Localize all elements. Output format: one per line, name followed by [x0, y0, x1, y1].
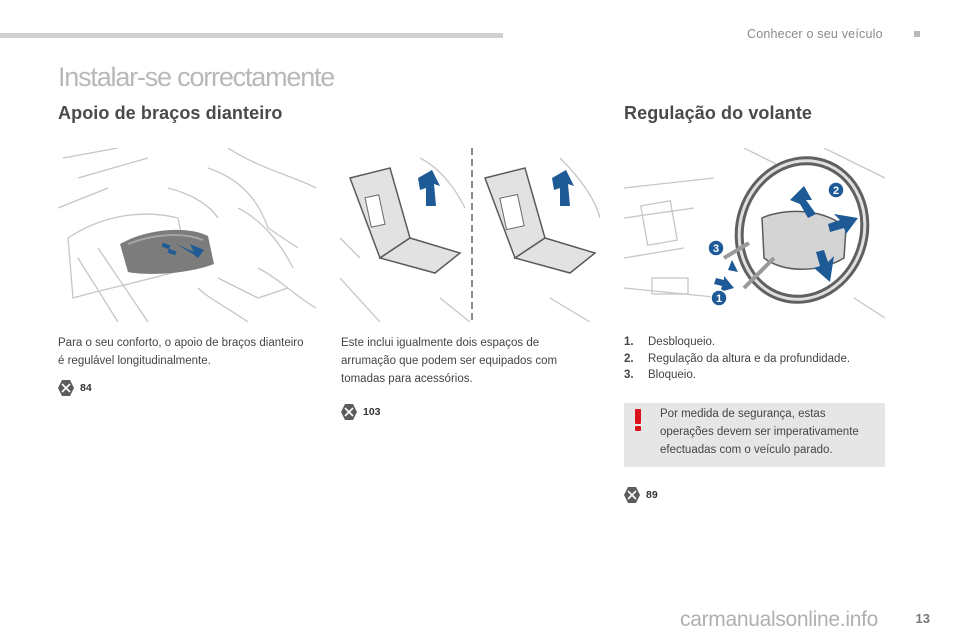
page-number: 13 [915, 611, 930, 626]
storage-description: Este inclui igualmente dois espaços de arrumação que podem ser equipados com tomadas para acessórios. [341, 337, 558, 385]
steering-section-title: Regulação do volante [624, 103, 813, 123]
callout-3-badge [708, 240, 724, 256]
list-item [624, 351, 850, 368]
watermark: carmanualsonline.info [680, 608, 878, 631]
step-text: Desbloqueio. [648, 336, 716, 348]
storage-illustration [340, 148, 600, 322]
armrest-illustration [58, 148, 316, 322]
armrest-page-reference[interactable] [58, 380, 92, 396]
page-reference-icon [341, 404, 357, 420]
page-reference-icon [58, 380, 74, 396]
callout-2-label: 2 [832, 185, 840, 197]
step-text: Regulação da altura e da profundidade. [648, 352, 851, 365]
list-item [624, 367, 850, 384]
steering-page-reference[interactable] [624, 487, 658, 503]
reference-number: 103 [363, 406, 381, 418]
page-reference-icon [624, 487, 640, 503]
step-number: 1. [624, 336, 634, 348]
callout-1-badge [711, 290, 727, 306]
header-section-label: Conhecer o seu veículo [747, 27, 883, 41]
callout-2-badge [828, 182, 844, 198]
header-bar [0, 33, 503, 38]
step-number: 3. [624, 369, 634, 381]
storage-page-reference[interactable] [341, 404, 381, 420]
page-title: Instalar-se correctamente [58, 62, 335, 92]
steering-wheel-illustration [624, 148, 885, 322]
list-item [624, 334, 850, 351]
step-text: Bloqueio. [648, 369, 696, 381]
warning-exclamation-icon [634, 409, 642, 431]
reference-number: 84 [80, 382, 92, 394]
reference-number: 89 [646, 489, 658, 501]
armrest-section-title: Apoio de braços dianteiro [58, 103, 283, 123]
callout-1-label: 1 [715, 293, 723, 305]
callout-3-label: 3 [712, 243, 720, 255]
armrest-description: Para o seu conforto, o apoio de braços dianteiro é regulável longitudinalmente. [58, 337, 304, 367]
header-marker [914, 31, 920, 37]
step-number: 2. [624, 352, 634, 365]
steering-steps-list [624, 334, 850, 384]
safety-warning-text: Por medida de segurança, estas operações devem ser imperativamente efectuadas com o veículo parado. [660, 408, 859, 456]
